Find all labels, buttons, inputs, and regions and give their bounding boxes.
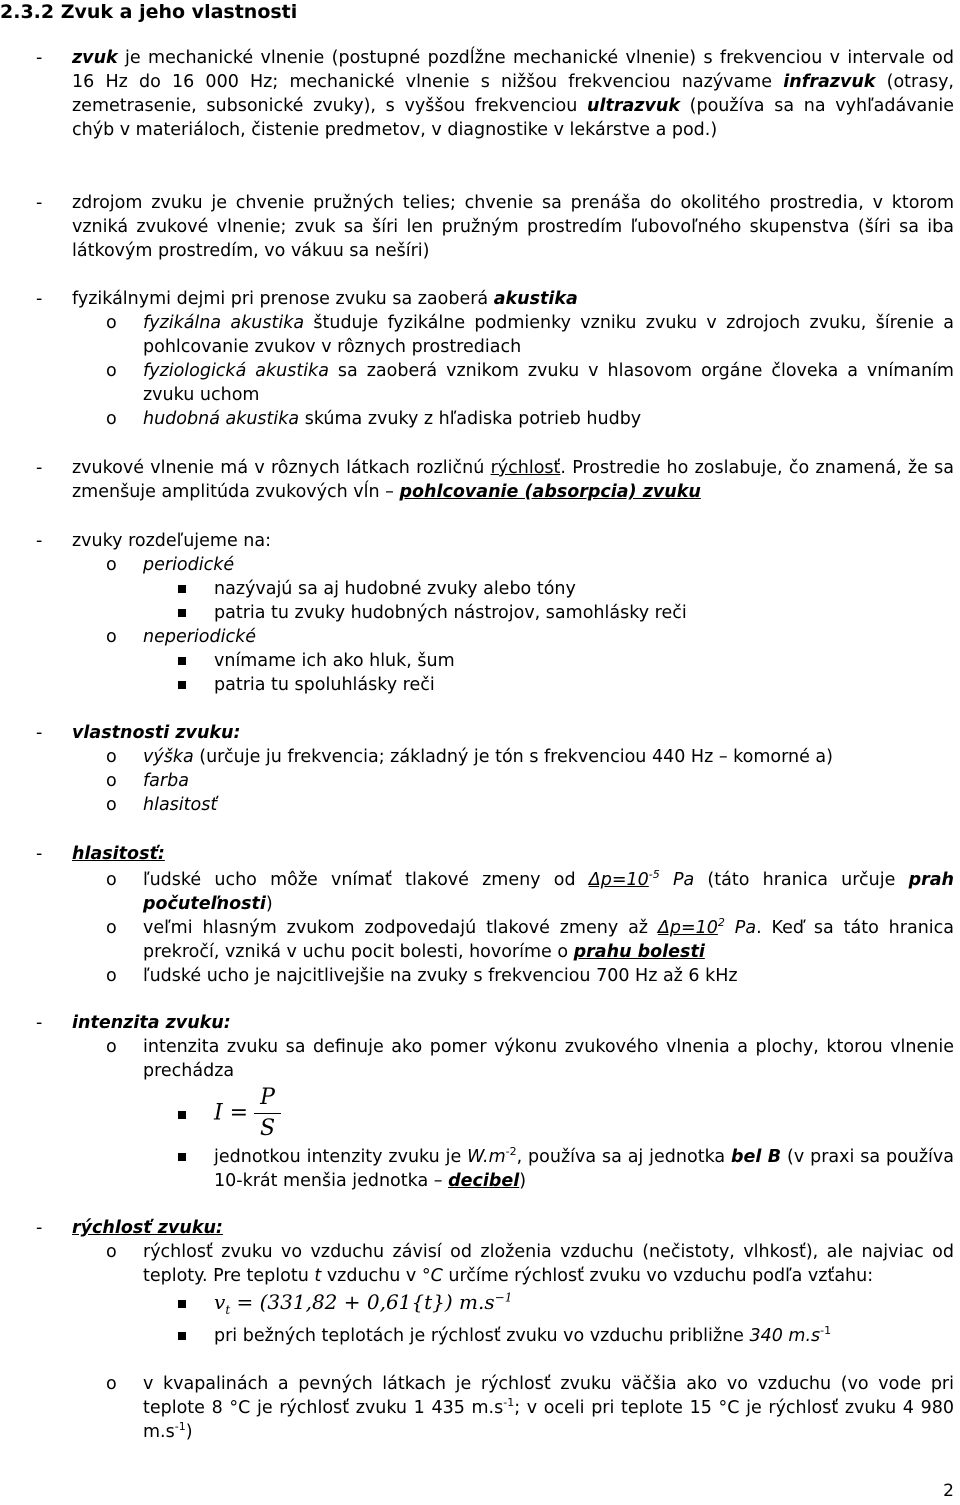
bullet-o: o bbox=[106, 361, 117, 381]
text: študuje fyzikálne podmienky vzniku zvuku v zdrojoch zvuku, šírenie a pohlcovanie zvukov v rôznych prostrediach bbox=[143, 313, 954, 357]
list-item bbox=[0, 311, 954, 359]
square-bullet-icon bbox=[178, 657, 186, 665]
text: (používa sa na vyhľadávanie chýb v materiáloch, čistenie predmetov, v diagnostike v lekárstve a pod.) bbox=[72, 96, 954, 140]
text: rýchlosť zvuku vo vzduchu závisí od zloženia vzduchu (nečistoty, vlhkosť), ale najviac od teploty. Pre teplotu bbox=[143, 1242, 954, 1286]
text: zdrojom zvuku je chvenie pružných telies; chvenie sa prenáša do okolitého prostredia, v ktorom vzniká zvukové vlnenie; zvuk sa šíri len pružným prostredím ľubovoľného skupenstva (šíri sa iba látkovým prostredím, vo vákuu sa nešíri) bbox=[72, 193, 954, 261]
bullet-dash: - bbox=[36, 48, 43, 68]
list-item bbox=[0, 916, 954, 964]
denominator: S bbox=[259, 1116, 276, 1141]
text: jednotkou intenzity zvuku je bbox=[214, 1147, 468, 1167]
term-akustika: akustika bbox=[493, 289, 578, 309]
text: vzduchu v bbox=[321, 1266, 422, 1286]
formula-lhs: I = bbox=[214, 1100, 249, 1126]
paragraph-zvuk bbox=[0, 46, 954, 142]
text: v kvapalinách a pevných látkach je rýchlosť zvuku väčšia ako vo vzduchu (vo vode pri teplote 8 °C je rýchlosť zvuku 1 435 m.s bbox=[143, 1374, 954, 1418]
subscript: t bbox=[225, 1303, 231, 1317]
text: patria tu spoluhlásky reči bbox=[214, 675, 435, 695]
bullet-dash: - bbox=[36, 193, 43, 213]
section-title: vlastnosti zvuku: bbox=[72, 723, 241, 743]
var: v bbox=[214, 1290, 226, 1314]
exponent: −1 bbox=[494, 1290, 513, 1305]
bullet-o: o bbox=[106, 918, 117, 938]
text: ) bbox=[185, 1422, 193, 1442]
square-bullet-icon bbox=[178, 585, 186, 593]
bullet-dash: - bbox=[36, 723, 43, 743]
formula-intensity bbox=[214, 1083, 281, 1144]
value: Δp=10 bbox=[657, 918, 718, 938]
text: ) bbox=[519, 1171, 527, 1191]
term-rychlost: rýchlosť bbox=[490, 458, 561, 478]
square-bullet-icon bbox=[178, 681, 186, 689]
exponent: -2 bbox=[505, 1145, 517, 1159]
list-item bbox=[0, 1372, 954, 1444]
sublist-item bbox=[0, 649, 954, 673]
bullet-dash: - bbox=[36, 1218, 43, 1238]
list-item bbox=[0, 964, 954, 988]
paragraph-vlastnosti bbox=[0, 721, 954, 817]
formula-speed bbox=[214, 1290, 512, 1322]
paragraph-hlasitost bbox=[0, 842, 954, 988]
bullet-dash: - bbox=[36, 458, 43, 478]
unit: W.m bbox=[467, 1147, 506, 1167]
text: (určuje ju frekvencia; základný je tón s frekvenciou 440 Hz – komorné a) bbox=[193, 747, 833, 767]
formula-row bbox=[0, 1083, 954, 1145]
bullet-o: o bbox=[106, 1374, 117, 1394]
square-bullet-icon bbox=[178, 1332, 186, 1340]
bullet-o: o bbox=[106, 1242, 117, 1262]
term: decibel bbox=[448, 1171, 520, 1191]
term: periodické bbox=[143, 555, 235, 575]
bullet-o: o bbox=[106, 313, 117, 333]
list-item bbox=[0, 553, 954, 577]
term: farba bbox=[143, 771, 189, 791]
text: , používa sa aj jednotka bbox=[516, 1147, 731, 1167]
section-title: rýchlosť zvuku: bbox=[72, 1218, 223, 1238]
exponent: -1 bbox=[174, 1420, 186, 1434]
list-item bbox=[0, 769, 954, 793]
text: intenzita zvuku sa definuje ako pomer výkonu zvukového vlnenia a plochy, ktorou vlnenie prechádza bbox=[143, 1037, 954, 1081]
exponent: 2 bbox=[717, 916, 725, 930]
term-infrazvuk: infrazvuk bbox=[783, 72, 876, 92]
bullet-dash: - bbox=[36, 844, 43, 864]
term-pohlcovanie: pohlcovanie (absorpcia) zvuku bbox=[399, 482, 701, 502]
unit: Pa bbox=[659, 870, 695, 890]
list-item bbox=[0, 625, 954, 649]
formula-body: = (331,82 + 0,61{t}) m.s bbox=[230, 1290, 495, 1314]
paragraph-zdroj bbox=[0, 191, 954, 263]
term: fyzikálna akustika bbox=[143, 313, 305, 333]
bullet-dash: - bbox=[36, 531, 43, 551]
text: fyzikálnymi dejmi pri prenose zvuku sa zaoberá bbox=[72, 289, 494, 309]
section-heading: 2.3.2 Zvuk a jeho vlastnosti bbox=[0, 1, 298, 23]
text: zvuky rozdeľujeme na: bbox=[72, 531, 272, 551]
term: hudobná akustika bbox=[143, 409, 300, 429]
text: vnímame ich ako hluk, šum bbox=[214, 651, 455, 671]
term: hlasitosť bbox=[143, 795, 218, 815]
bullet-o: o bbox=[106, 1037, 117, 1057]
bullet-o: o bbox=[106, 870, 117, 890]
bullet-o: o bbox=[106, 771, 117, 791]
text: ; v oceli pri teplote 15 °C je rýchlosť zvuku 4 980 m.s bbox=[143, 1398, 954, 1442]
text: (táto hranica určuje bbox=[694, 870, 909, 890]
bullet-o: o bbox=[106, 966, 117, 986]
sublist-item bbox=[0, 1324, 954, 1348]
list-item bbox=[0, 407, 954, 431]
sublist-item bbox=[0, 1145, 954, 1193]
list-item bbox=[0, 1035, 954, 1083]
paragraph-pohlcovanie bbox=[0, 456, 954, 504]
var: t bbox=[314, 1266, 322, 1286]
bullet-o: o bbox=[106, 409, 117, 429]
bullet-o: o bbox=[106, 555, 117, 575]
text: je mechanické vlnenie (postupné pozdĺžne mechanické vlnenie) s frekvenciou v intervale od 16 Hz do 16 000 Hz; mechanické vlnenie s nižšou frekvenciou nazývame bbox=[72, 48, 954, 92]
term: neperiodické bbox=[143, 627, 256, 647]
text: (v praxi sa používa 10-krát menšia jednotka – bbox=[214, 1147, 954, 1191]
paragraph-rozdelenie bbox=[0, 529, 954, 697]
paragraph-akustika bbox=[0, 287, 954, 431]
text: skúma zvuky z hľadiska potrieb hudby bbox=[299, 409, 642, 429]
term-zvuk: zvuk bbox=[72, 48, 118, 68]
term: prahu bolesti bbox=[573, 942, 705, 962]
exponent: -1 bbox=[820, 1324, 832, 1338]
bullet-dash: - bbox=[36, 1013, 43, 1033]
bullet-dash: - bbox=[36, 289, 43, 309]
text: určíme rýchlosť zvuku vo vzduchu podľa vzťahu: bbox=[442, 1266, 874, 1286]
unit: Pa bbox=[724, 918, 757, 938]
text: ľudské ucho je najcitlivejšie na zvuky s frekvenciou 700 Hz až 6 kHz bbox=[143, 966, 738, 986]
list-item bbox=[0, 793, 954, 817]
text: ľudské ucho môže vnímať tlakové zmeny od bbox=[143, 870, 589, 890]
section-title: hlasitosť: bbox=[72, 844, 165, 864]
section-title: intenzita zvuku: bbox=[72, 1013, 231, 1033]
paragraph-rychlost bbox=[0, 1216, 954, 1444]
text: . Prostredie ho zoslabuje, čo znamená, že sa zmenšuje amplitúda zvukových vĺn – bbox=[72, 458, 954, 502]
text: zvukové vlnenie má v rôznych látkach rozličnú bbox=[72, 458, 491, 478]
formula-row bbox=[0, 1288, 954, 1324]
text: sa zaoberá vznikom zvuku v hlasovom orgáne človeka a vnímaním zvuku uchom bbox=[143, 361, 954, 405]
list-item bbox=[0, 359, 954, 407]
bullet-o: o bbox=[106, 747, 117, 767]
bullet-o: o bbox=[106, 795, 117, 815]
text: (otrasy, zemetrasenie, subsonické zvuky), s vyššou frekvenciou bbox=[72, 72, 954, 116]
text: pri bežných teplotách je rýchlosť zvuku vo vzduchu približne bbox=[214, 1326, 750, 1346]
paragraph-intenzita bbox=[0, 1011, 954, 1193]
square-bullet-icon bbox=[178, 1300, 186, 1308]
term: bel B bbox=[731, 1147, 782, 1167]
value: 340 m.s bbox=[749, 1326, 821, 1346]
sublist-item bbox=[0, 601, 954, 625]
term: fyziologická akustika bbox=[143, 361, 329, 381]
term: výška bbox=[143, 747, 194, 767]
text: veľmi hlasným zvukom zodpovedajú tlakové zmeny až bbox=[143, 918, 658, 938]
list-item bbox=[0, 745, 954, 769]
text: ) bbox=[265, 894, 273, 914]
sublist-item bbox=[0, 673, 954, 697]
fraction bbox=[254, 1083, 281, 1144]
square-bullet-icon bbox=[178, 609, 186, 617]
bullet-o: o bbox=[106, 627, 117, 647]
square-bullet-icon bbox=[178, 1153, 186, 1161]
exponent: -1 bbox=[503, 1396, 515, 1410]
square-bullet-icon bbox=[178, 1111, 186, 1119]
numerator: P bbox=[254, 1083, 281, 1114]
exponent: -5 bbox=[648, 868, 660, 882]
text: . Keď sa táto hranica prekročí, vzniká v uchu pocit bolesti, hovoríme o bbox=[143, 918, 954, 962]
text: nazývajú sa aj hudobné zvuky alebo tóny bbox=[214, 579, 576, 599]
term: prah počuteľnosti bbox=[143, 870, 954, 914]
list-item bbox=[0, 868, 954, 916]
unit: °C bbox=[421, 1266, 443, 1286]
page-number: 2 bbox=[943, 1481, 954, 1501]
term-ultrazvuk: ultrazvuk bbox=[587, 96, 680, 116]
list-item bbox=[0, 1240, 954, 1288]
text: patria tu zvuky hudobných nástrojov, samohlásky reči bbox=[214, 603, 687, 623]
value: Δp=10 bbox=[588, 870, 649, 890]
sublist-item bbox=[0, 577, 954, 601]
